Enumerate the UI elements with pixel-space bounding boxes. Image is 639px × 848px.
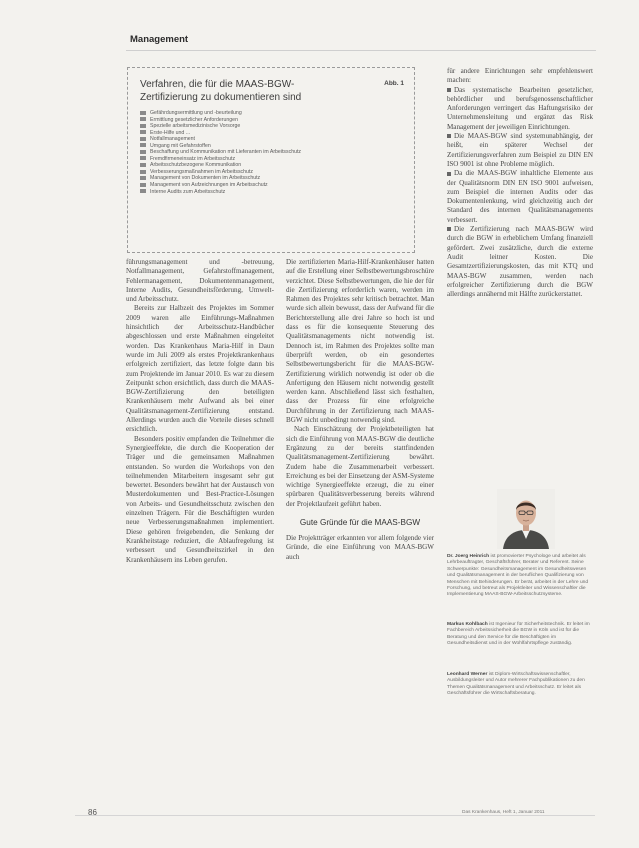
author-name: Dr. Joerg Heinrich — [447, 554, 490, 559]
section-label: Management — [130, 34, 189, 45]
figure-list-item: Arbeitsschutzbezogene Kommunikation — [140, 162, 404, 169]
footer-rule — [75, 815, 595, 816]
figure-list — [140, 110, 404, 195]
bullet-icon — [140, 143, 146, 147]
paragraph: Bereits zur Halbzeit des Projektes im Sommer 2009 waren alle Einführungs-Maßnahmen hinsichtlich der Arbeitsschutz-Handbücher abgeschlossen und erste Maßnahmen eingeleitet worden. Das Krankenhaus Maria-Hilf in Daun wurde im Juli 2009 als erstes Projektkrankenhaus erfolgreich zertifiziert, das letzte folgte dann bis zum Projektende im Januar 2010. Es war zu diesem Zeitpunkt schon ersichtlich, dass durch die MAAS-BGW-Zertifizierung den beteiligten Krankenhäusern mehr Aufwand als bei einer Qualitätsmanagement-Zertifizierung entstand. Allerdings wurden auch die Vorteile dieses schnell ersichtlich. — [126, 304, 274, 434]
bullet-icon — [140, 150, 146, 154]
bullet-icon — [140, 163, 146, 167]
bullet-paragraph: Da die MAAS-BGW inhaltliche Elemente aus der Qualitätsnorm DIN EN ISO 9001 aufweisen, zum Beispiel die internen Audits oder das Dokumentenlenkung, wird gleichzeitig auch der Standard des internen Qualitätsmanagements verbessert. — [447, 169, 593, 224]
bullet-icon — [140, 137, 146, 141]
paragraph: Besonders positiv empfanden die Teilnehmer die Synergieeffekte, die durch die Kooperation der Träger und die gemeinsamen Maßnahmen entstanden. So wurden die Workshops von den teilnehmenden Mitarbeitern insgesamt sehr gut bewertet. Besonders bewährt hat der Austausch von Musterdokumenten und Best-Practice-Lösungen von Arbeits- und Gesundheitsschutz zwischen den einzelnen Trägern. Für die Beschäftigten wurden neue Verbesserungsmaßnahmen implementiert. Diese gehören freigebenden, die Senkung der Krankheitstage reduziert, die Ablaufregelung ist verbessert und Gesundheitszirkel in den Krankenhäusern ins Leben gerufen. — [126, 434, 274, 564]
figure-list-item: Management von Dokumenten im Arbeitsschutz — [140, 175, 404, 182]
author-name: Leonhard Werner — [447, 672, 488, 677]
figure-list-item: Ermittlung gesetzlicher Anforderungen — [140, 117, 404, 124]
author-photo — [497, 489, 555, 549]
bullet-paragraph: Die MAAS-BGW sind systemunabhängig, der heißt, ein späterer Wechsel der Zertifizierungsverfahren zum Beispiel zu DIN EN ISO 9001 ist ohne Probleme möglich. — [447, 132, 593, 168]
text-column-3 — [447, 67, 593, 417]
bullet-icon — [140, 111, 146, 115]
text-column-1 — [126, 258, 274, 818]
bullet-paragraph: Die Zertifizierung nach MAAS-BGW wird durch die BGW in erheblichem Umfang finanziell gefördert. Zwei zusätzliche, durch die externe Audit leitner Kosten. Die Gesamtzertifizierungskosten, das mit KTQ und MAAS-BGW zusammen, werden nach erfolgreicher Zertifizierung durch die BGW allerdings annähernd mit Hälfte zurückerstattet. — [447, 225, 593, 299]
figure-list-item: Fremdfirmeneinsatz im Arbeitsschutz — [140, 156, 404, 163]
figure-list-item: Erste-Hilfe und ... — [140, 130, 404, 137]
figure-list-item: Spezielle arbeitsmedizinische Vorsorge — [140, 123, 404, 130]
bullet-icon — [140, 170, 146, 174]
paragraph: Die Projektträger erkannten vor allem folgende vier Gründe, die eine Einführung von MAAS-BGW auch — [286, 534, 434, 561]
figure-list-item: Management von Aufzeichnungen im Arbeitsschutz — [140, 182, 404, 189]
figure-box — [127, 67, 415, 253]
bullet-icon — [140, 124, 146, 128]
square-bullet-icon — [447, 172, 451, 176]
bullet-icon — [140, 189, 146, 193]
author-bio-text: ist promovierter Psychologe und arbeitet als Lehrbeauftragter, Geschäftsführer, Berater und Referent. Seine Schwerpunkte: Gesundheitsmanagement im Gesundheitswesen und Qualitätsmanagement in der beruflichen Qualifizierung von Menschen mit Behinderungen. Er berät, arbeitet in der Lehre und Forschung, und betreut als Projektleiter und Wissenschaftler die Implementierung MAAS-BGW-Arbeitsschutzsysteme. — [447, 554, 589, 598]
square-bullet-icon — [447, 134, 451, 138]
text-column-2 — [286, 258, 434, 820]
bullet-icon — [140, 183, 146, 187]
square-bullet-icon — [447, 227, 451, 231]
paragraph: für andere Einrichtungen sehr empfehlenswert machen: — [447, 67, 593, 85]
bullet-icon — [140, 117, 146, 121]
figure-list-item: Beschaffung und Kommunikation mit Lieferanten im Arbeitsschutz — [140, 149, 404, 156]
journal-footer: Das Krankenhaus, Heft 1, Januar 2011 — [462, 810, 545, 815]
figure-list-item: Interne Audits zum Arbeitsschutz — [140, 189, 404, 196]
figure-title: Verfahren, die für die MAAS-BGW-Zertifizierung zu dokumentieren sind — [140, 79, 302, 103]
square-bullet-icon — [447, 88, 451, 92]
figure-list-item: Notfallmanagement — [140, 136, 404, 143]
paragraph: führungsmanagement und -betreuung, Notfallmanagement, Gefahrstoffmanagement, Fehlermanagement, Dokumentenmanagement, Interne Audits, Gesundheitsförderung, Umwelt- und Arbeitsschutz. — [126, 258, 274, 304]
bullet-paragraph: Das systematische Bearbeiten gesetzlicher, behördlicher und berufsgenossenschaftlicher Anforderungen verringert das Haftungsrisiko der Unternehmensleitung und ergänzt das Risk Management der jeweiligen Einrichtungen. — [447, 85, 593, 131]
author-bio — [447, 622, 595, 648]
bullet-icon — [140, 176, 146, 180]
paragraph: Die zertifizierten Maria-Hilf-Krankenhäuser hatten auf die Erstellung einer Selbstbewertungsbroschüre verzichtet. Diese Selbstbewertungen, die hie der für die Zertifizierung erforderlich waren, werden im Rahmen des Projektes sehr kritisch betrachtet. Man wurde sich allein bewusst, dass der Aufwand für die Berichterstellung alle drei Jahre so hoch ist und dass es für die konsequente Steuerung des Qualitätsmanagements nicht notwendig ist. Dennoch ist, im Rahmen des Projektes sollte man überprüft werden, ob ein gesondertes Selbstbewertungsbericht für die MAAS-BGW-Zertifizierung wirklich notwendig ist oder ob die Anfertigung den Häusern nicht notwendig gestellt werden kann. Abschließend lässt sich festhalten, dass der Prozess für eine erfolgreiche Durchführung in der Zertifizierung nach MAAS-BGW nicht unbedingt notwendig sind. — [286, 258, 434, 425]
portrait-image — [497, 489, 555, 549]
figure-list-item: Gefährdungsermittlung und -beurteilung — [140, 110, 404, 117]
subheading: Gute Gründe für die MAAS-BGW — [299, 518, 421, 528]
author-bio — [447, 672, 595, 698]
figure-tag: Abb. 1 — [384, 80, 404, 87]
author-bio-text: ist Ingenieur für Sicherheitstechnik. Er leitet im Fachbereich Arbeitssicherheit die BGW in Köln und ist für die Beratung und den Service für die Beschäftigten im Gesundheitsdienst und in der Wohlfahrtspflege zuständig. — [447, 622, 590, 647]
bullet-icon — [140, 156, 146, 160]
figure-list-item: Umgang mit Gefahrstoffen — [140, 143, 404, 150]
bullet-icon — [140, 130, 146, 134]
author-bio — [447, 554, 595, 599]
paragraph: Nach Einschätzung der Projektbeteiligten hat sich die Einführung von MAAS-BGW die deutliche Ergänzung zu der bereits stattfindenden Qualitätsmanagement-Zertifizierung bewährt. Zudem habe die Zusammenarbeit verbessert. Erreichung es bei der Einsetzung der ASM-Systeme wichtige Synergieeffekte erzeugt, die zu einer spürbaren Qualitätsverbesserung bereits während der Projektlaufzeit geführt haben. — [286, 425, 434, 508]
author-name: Markus Kohlbach — [447, 622, 488, 627]
page-number: 86 — [88, 808, 97, 817]
author-bio-text: ist Diplom-Wirtschaftswissenschaftler, Ausbildungsleiter und Autor mehrerer Fachpublikationen zu den Themen Qualitätsmanagement und Arbeitsschutz. Er leitet als Geschäftsführer die Wirtschaftsberatung. — [447, 672, 585, 697]
figure-list-item: Verbesserungsmaßnahmen im Arbeitsschutz — [140, 169, 404, 176]
header-rule — [126, 50, 596, 51]
